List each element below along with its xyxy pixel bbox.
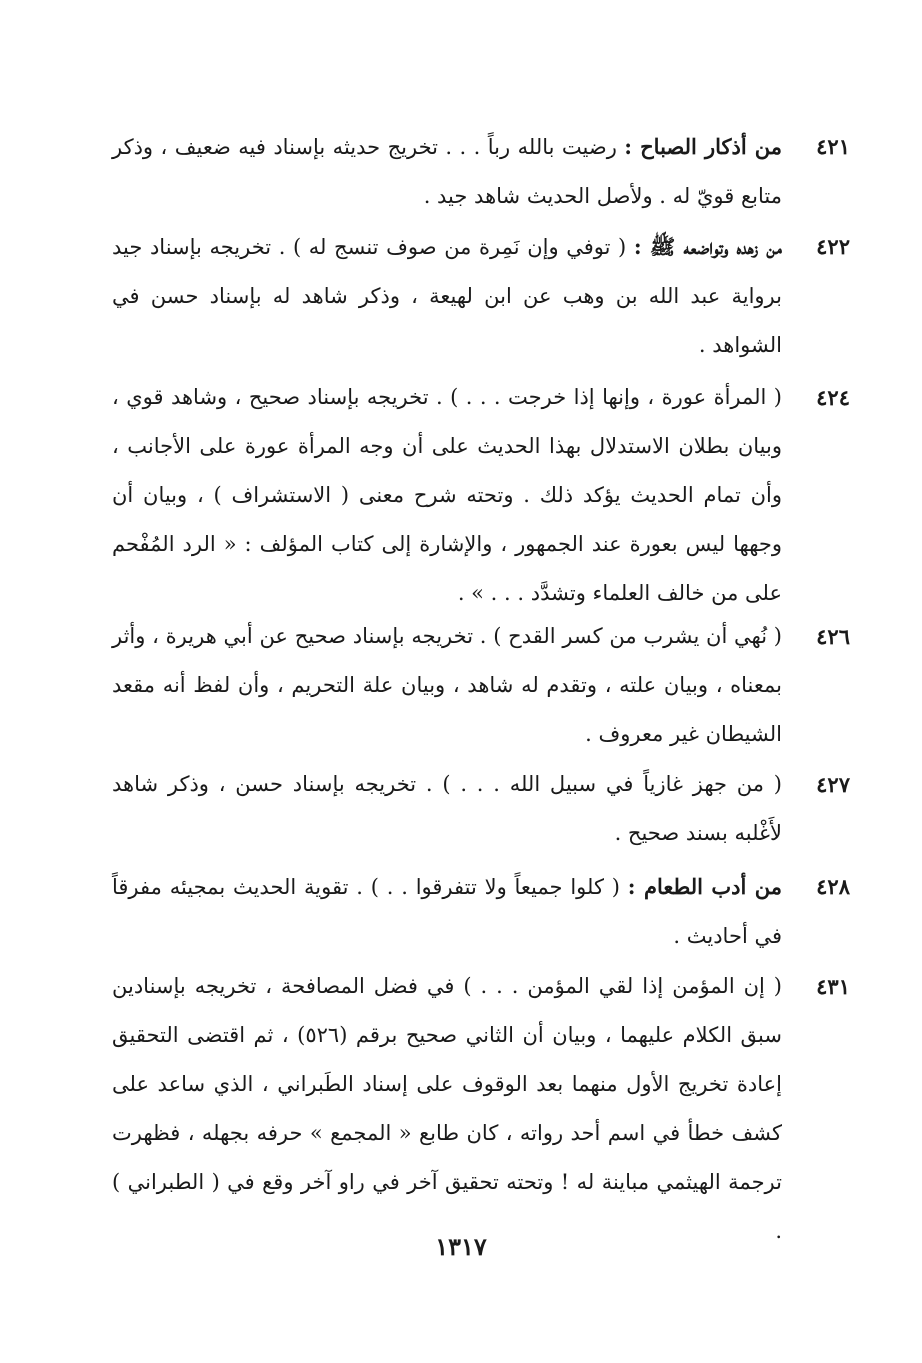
entry-lead: من أدب الطعام :	[627, 874, 782, 899]
entry-text	[112, 122, 782, 221]
entry-426	[112, 612, 850, 759]
entry-number: ٤٢٦	[816, 624, 850, 649]
entry-text	[112, 612, 782, 759]
entry-427	[112, 760, 850, 858]
entry-number: ٤٢٧	[816, 772, 850, 797]
entry-text	[112, 222, 782, 370]
entry-421	[112, 122, 850, 221]
entry-body: ( توفي وإن نَمِرة من صوف تنسج له ) . تخريجه بإسناد جيد برواية عبد الله بن وهب عن ابن لهيعة ، وذكر شاهد له بإسناد حسن في الشواهد .	[112, 235, 782, 357]
entry-text	[112, 760, 782, 858]
entry-428	[112, 862, 850, 961]
entry-422	[112, 222, 850, 370]
entry-text	[112, 862, 782, 961]
entry-text	[112, 962, 782, 1256]
entry-number: ٤٢٨	[816, 874, 850, 899]
entry-lead: من أذكار الصباح :	[624, 134, 782, 159]
entry-lead: من زهده وتواضعه ﷺ :	[633, 234, 782, 259]
entry-number: ٤٢٢	[816, 234, 850, 259]
entry-body: ( المرأة عورة ، وإنها إذا خرجت . . . ) . تخريجه بإسناد صحيح ، وشاهد قوي ، وبيان بطلان الاستدلال بهذا الحديث على أن وجه المرأة عورة على الأجانب ، وأن تمام الحديث يؤكد ذلك . وتحته شرح معنى ( الاستشراف ) ، وبيان أن وجهها ليس بعورة عند الجمهور ، والإشارة إلى كتاب المؤلف : « الرد المُفْحم على من خالف العلماء وتشدَّد . . . » .	[112, 385, 782, 605]
entry-text	[112, 373, 782, 618]
entry-body: ( إن المؤمن إذا لقي المؤمن . . . ) في فضل المصافحة ، تخريجه بإسنادين سبق الكلام عليهما ، وبيان أن الثاني صحيح برقم (٥٢٦) ، ثم اقتضى التحقيق إعادة تخريج الأول منهما بعد الوقوف على إسناد الطَبراني ، الذي ساعد على كشف خطأ في اسم أحد رواته ، كان طابع « المجمع » حرفه بجهله ، فظهرت ترجمة الهيثمي مباينة له ! وتحته تحقيق آخر في راو آخر وقع في ( الطبراني ) .	[112, 974, 782, 1243]
entry-431	[112, 962, 850, 1256]
entry-number: ٤٢١	[816, 134, 850, 159]
entry-body: رضيت بالله رباً . . . تخريج حديثه بإسناد فيه ضعيف ، وذكر متابع قويّ له . ولأصل الحديث شاهد جيد .	[112, 135, 782, 208]
entry-body: ( نُهي أن يشرب من كسر القدح ) . تخريجه بإسناد صحيح عن أبي هريرة ، وأثر بمعناه ، وبيان علته ، وتقدم له شاهد ، وبيان علة التحريم ، وأن لفظ أنه مقعد الشيطان غير معروف .	[112, 624, 782, 746]
page-number: ١٣١٧	[435, 1232, 487, 1261]
entry-body: ( كلوا جميعاً ولا تتفرقوا . . ) . تقوية الحديث بمجيئه مفرقاً في أحاديث .	[112, 875, 782, 948]
entry-424	[112, 373, 850, 618]
entry-body: ( من جهز غازياً في سبيل الله . . . ) . تخريجه بإسناد حسن ، وذكر شاهد لأَغْلبه بسند صحيح .	[112, 772, 782, 845]
entry-number: ٤٣١	[816, 974, 850, 999]
entry-number: ٤٢٤	[816, 385, 850, 410]
